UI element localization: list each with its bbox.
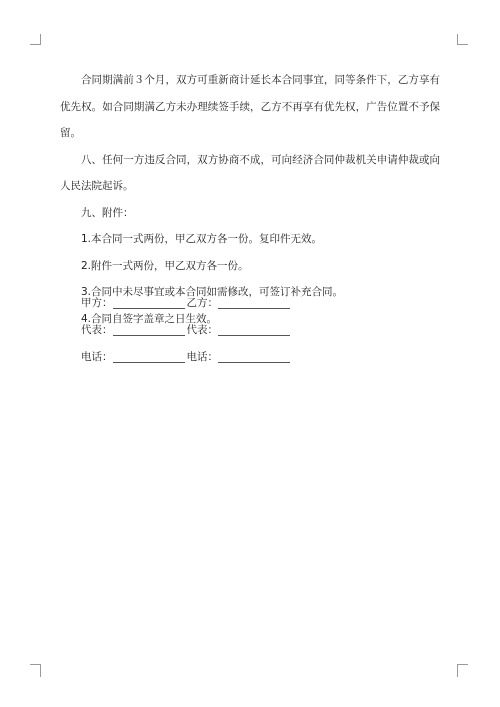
party-b-representative-label: 代表： — [186, 324, 218, 336]
party-b-label: 乙方： — [186, 297, 218, 309]
party-a-signature-line — [113, 296, 185, 309]
party-a-representative-label: 代表： — [81, 324, 113, 336]
corner-mark-bottom-left — [30, 664, 41, 677]
paragraph-renewal-clause: 合同期满前３个月，双方可重新商计延长本合同事宜，同等条件下，乙方享有优先权。如合同期满乙方未办理续签手续，乙方不再享有优先权，广告位置不予保留。 — [60, 74, 440, 139]
corner-mark-top-left — [30, 34, 41, 45]
paragraph-breach-clause: 八、任何一方违反合同，双方协商不成，可向经济合同仲裁机关申请仲裁或向人民法院起诉。 — [60, 153, 440, 192]
document-body — [60, 67, 440, 332]
party-a-phone-line — [113, 350, 185, 363]
corner-mark-bottom-right — [457, 664, 468, 677]
paragraph-attachment-item-1: 1.本合同一式两份，甲乙双方各一份。复印件无效。 — [81, 233, 323, 245]
party-b-phone-line — [218, 350, 290, 363]
signature-row-phone — [81, 350, 292, 364]
paragraph-attachment-item-4: 4.合同自签字盖章之日生效。 — [81, 312, 218, 325]
party-b-phone-label: 电话： — [186, 351, 218, 363]
party-b-signature-line — [218, 296, 290, 309]
party-a-phone-label: 电话： — [81, 351, 113, 363]
paragraph-attachments-heading: 九、附件： — [81, 206, 134, 219]
paragraph-attachment-item-2: 2.附件一式两份，甲乙双方各一份。 — [81, 259, 249, 272]
party-a-representative-line — [113, 323, 185, 336]
signature-row-representative — [81, 323, 292, 337]
paragraph-attachment-item-3: 3.合同中未尽事宜或本合同如需修改，可签订补充合同。 — [81, 286, 344, 298]
signature-row-party — [81, 296, 292, 310]
party-b-representative-line — [218, 323, 290, 336]
corner-mark-top-right — [457, 34, 468, 45]
party-a-label: 甲方： — [81, 297, 113, 309]
